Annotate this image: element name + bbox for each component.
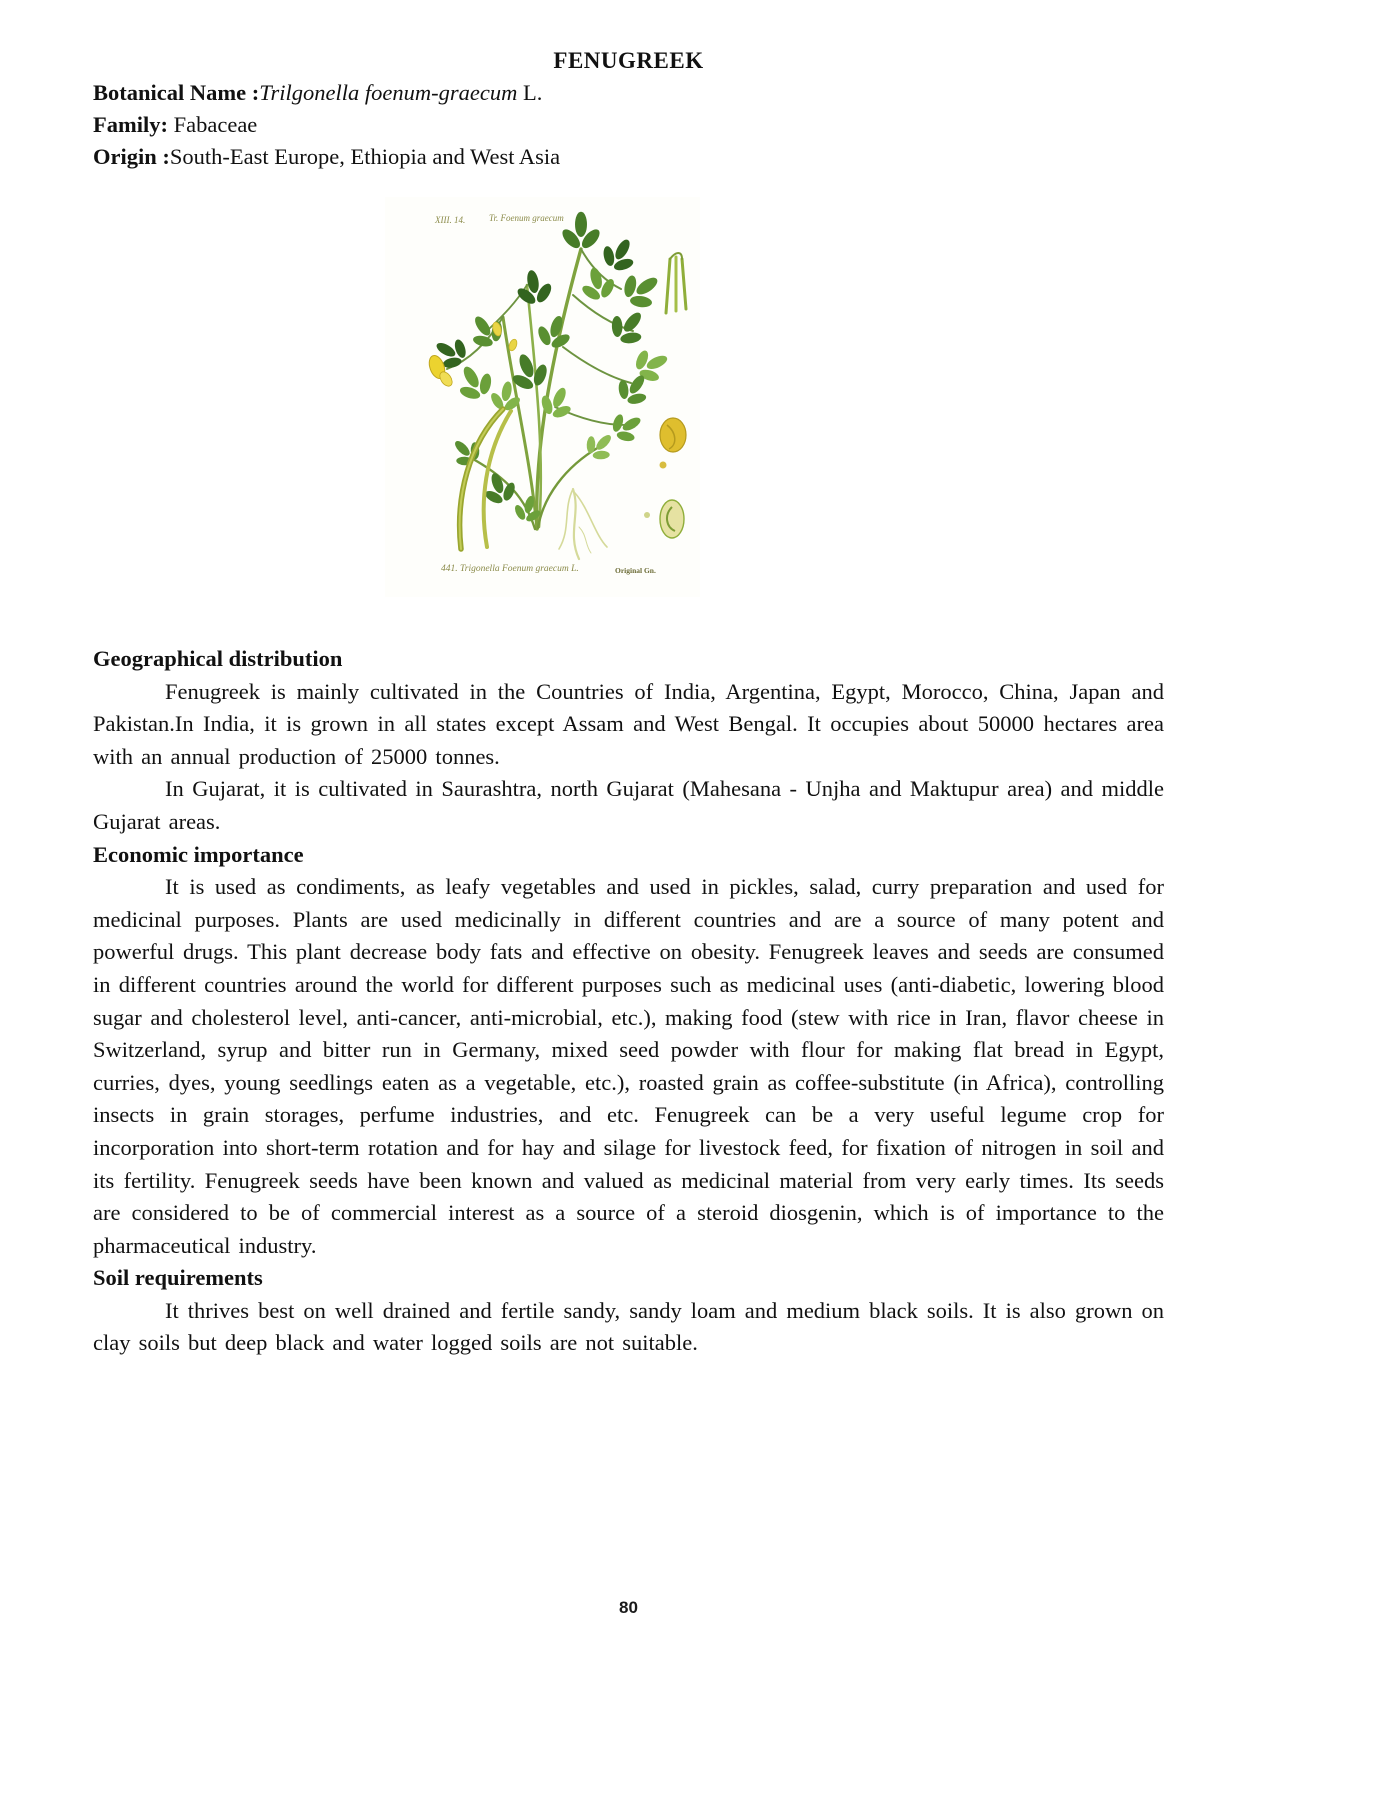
section-heading-geographical-distribution: Geographical distribution (93, 646, 343, 671)
section-geographical-distribution (93, 643, 1164, 839)
page-title: FENUGREEK (553, 48, 704, 73)
credit-text: Original Gn. (615, 566, 656, 575)
header-fields (93, 77, 1164, 173)
field-value-botanical-author: L. (517, 80, 543, 105)
section-heading-economic-importance: Economic importance (93, 841, 304, 867)
species-label-text: Tr. Foenum graecum (489, 213, 564, 223)
fenugreek-illustration (385, 197, 700, 597)
fenugreek-plant-drawing (385, 197, 700, 597)
caption-script-text: 441. Trigonella Foenum graecum L. (441, 564, 579, 574)
illustration-background (385, 197, 700, 597)
field-origin (93, 141, 1164, 173)
field-value-origin: South-East Europe, Ethiopia and West Asia (169, 144, 561, 169)
field-value-family: Fabaceae (167, 112, 258, 137)
field-value-botanical-name: Trilgonella foenum-graecum (259, 80, 518, 105)
page-number: 80 (619, 1598, 638, 1617)
field-label-botanical-name: Botanical Name : (93, 80, 260, 105)
field-label-family: Family: (93, 112, 168, 137)
section-economic-importance (93, 839, 1164, 1263)
section-soil-requirements (93, 1262, 1164, 1360)
document-content (93, 44, 1164, 1360)
paragraph-geo-2: In Gujarat, it is cultivated in Saurashtra, north Gujarat (Mahesana - Unjha and Maktupur area) and middle Gujarat areas. (93, 776, 1164, 834)
field-botanical-name (93, 77, 1164, 109)
paragraph-geo-1: Fenugreek is mainly cultivated in the Countries of India, Argentina, Egypt, Morocco, China, Japan and Pakistan.In India, it is grown in all states except Assam and West Bengal. It occupies about 50000 hectares area with an annual production of 25000 tonnes. (93, 678, 1164, 769)
field-family (93, 109, 1164, 141)
plate-label-text: XIII. 14. (435, 215, 466, 225)
paragraph-soil-1: It thrives best on well drained and fertile sandy, sandy loam and medium black soils. It is also grown on clay soils but deep black and water logged soils are not suitable. (93, 1297, 1164, 1356)
paragraph-economic-1: It is used as condiments, as leafy vegetables and used in pickles, salad, curry preparation and used for medicinal purposes. Plants are used medicinally in different countries and are a source of many potent and powerful drugs. This plant decrease body fats and effective on obesity. Fenugreek leaves and seeds are consumed in different countries around the world for different purposes such as medicinal uses (anti-diabetic, lowering blood sugar and cholesterol level, anti-cancer, anti-microbial, etc.), making food (stew with rice in Iran, flavor cheese in Switzerland, syrup and bitter run in Germany, mixed seed powder with flour for making flat bread in Egypt, curries, dyes, young seedlings eaten as a vegetable, etc.), roasted grain as coffee-substitute (in Africa), controlling insects in grain storages, perfume industries, and etc. Fenugreek can be a very useful legume crop for incorporation into short-term rotation and for hay and silage for livestock feed, for fixation of nitrogen in soil and its fertility. Fenugreek seeds have been known and valued as medicinal material from very early times. Its seeds are considered to be of commercial interest as a source of a steroid diosgenin, which is of importance to the pharmaceutical industry. (93, 874, 1164, 1258)
section-heading-soil-requirements: Soil requirements (93, 1265, 263, 1291)
field-label-origin: Origin : (93, 144, 170, 169)
